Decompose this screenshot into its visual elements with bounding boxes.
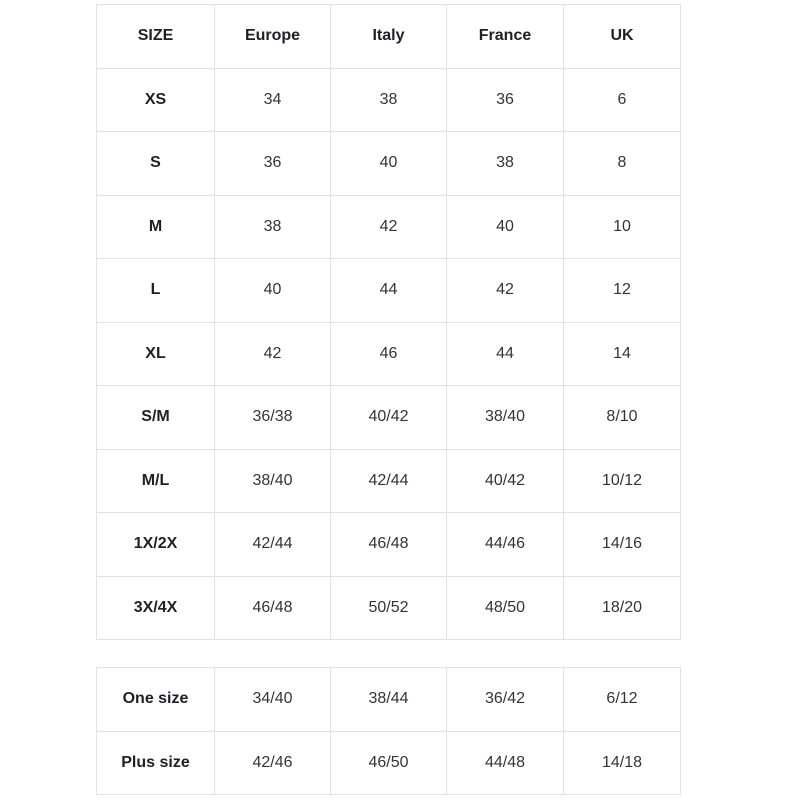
cell-france: 38/40 bbox=[447, 386, 564, 450]
row-label: 3X/4X bbox=[97, 576, 215, 640]
main-size-table-head bbox=[97, 5, 681, 69]
cell-europe: 42/46 bbox=[215, 731, 331, 795]
row-label: Plus size bbox=[97, 731, 215, 795]
cell-uk: 14/16 bbox=[564, 513, 681, 577]
row-label: XS bbox=[97, 68, 215, 132]
column-header-europe: Europe bbox=[215, 5, 331, 69]
cell-italy: 50/52 bbox=[331, 576, 447, 640]
cell-italy: 38 bbox=[331, 68, 447, 132]
cell-france: 36 bbox=[447, 68, 564, 132]
table-row bbox=[97, 386, 681, 450]
table-row bbox=[97, 449, 681, 513]
cell-italy: 42 bbox=[331, 195, 447, 259]
row-label: S bbox=[97, 132, 215, 196]
cell-france: 44 bbox=[447, 322, 564, 386]
main-size-table bbox=[96, 4, 681, 640]
row-label: S/M bbox=[97, 386, 215, 450]
cell-italy: 40/42 bbox=[331, 386, 447, 450]
row-label: 1X/2X bbox=[97, 513, 215, 577]
table-row bbox=[97, 576, 681, 640]
table-row bbox=[97, 322, 681, 386]
cell-italy: 46 bbox=[331, 322, 447, 386]
table-row bbox=[97, 731, 681, 795]
cell-italy: 42/44 bbox=[331, 449, 447, 513]
cell-uk: 14 bbox=[564, 322, 681, 386]
cell-europe: 34/40 bbox=[215, 668, 331, 732]
row-label: M bbox=[97, 195, 215, 259]
table-row bbox=[97, 68, 681, 132]
cell-europe: 38/40 bbox=[215, 449, 331, 513]
secondary-size-table-wrapper bbox=[96, 667, 680, 795]
cell-france: 36/42 bbox=[447, 668, 564, 732]
cell-uk: 18/20 bbox=[564, 576, 681, 640]
cell-france: 42 bbox=[447, 259, 564, 323]
cell-uk: 6 bbox=[564, 68, 681, 132]
cell-italy: 44 bbox=[331, 259, 447, 323]
cell-uk: 8/10 bbox=[564, 386, 681, 450]
column-header-italy: Italy bbox=[331, 5, 447, 69]
cell-italy: 46/50 bbox=[331, 731, 447, 795]
cell-italy: 40 bbox=[331, 132, 447, 196]
table-row bbox=[97, 513, 681, 577]
cell-europe: 40 bbox=[215, 259, 331, 323]
row-label: M/L bbox=[97, 449, 215, 513]
cell-europe: 36/38 bbox=[215, 386, 331, 450]
row-label: XL bbox=[97, 322, 215, 386]
cell-europe: 42/44 bbox=[215, 513, 331, 577]
main-size-table-body bbox=[97, 68, 681, 640]
cell-europe: 46/48 bbox=[215, 576, 331, 640]
cell-europe: 34 bbox=[215, 68, 331, 132]
main-size-table-wrapper bbox=[96, 4, 680, 640]
cell-italy: 46/48 bbox=[331, 513, 447, 577]
cell-france: 48/50 bbox=[447, 576, 564, 640]
cell-europe: 36 bbox=[215, 132, 331, 196]
cell-france: 44/48 bbox=[447, 731, 564, 795]
column-header-size: SIZE bbox=[97, 5, 215, 69]
table-row bbox=[97, 195, 681, 259]
secondary-size-table-body bbox=[97, 668, 681, 795]
cell-france: 38 bbox=[447, 132, 564, 196]
table-row bbox=[97, 132, 681, 196]
cell-uk: 14/18 bbox=[564, 731, 681, 795]
column-header-france: France bbox=[447, 5, 564, 69]
cell-france: 44/46 bbox=[447, 513, 564, 577]
cell-uk: 6/12 bbox=[564, 668, 681, 732]
cell-uk: 10/12 bbox=[564, 449, 681, 513]
cell-europe: 38 bbox=[215, 195, 331, 259]
cell-france: 40 bbox=[447, 195, 564, 259]
cell-uk: 10 bbox=[564, 195, 681, 259]
column-header-uk: UK bbox=[564, 5, 681, 69]
cell-uk: 12 bbox=[564, 259, 681, 323]
cell-europe: 42 bbox=[215, 322, 331, 386]
cell-uk: 8 bbox=[564, 132, 681, 196]
secondary-size-table bbox=[96, 667, 681, 795]
row-label: L bbox=[97, 259, 215, 323]
cell-italy: 38/44 bbox=[331, 668, 447, 732]
row-label: One size bbox=[97, 668, 215, 732]
table-row bbox=[97, 259, 681, 323]
table-header-row bbox=[97, 5, 681, 69]
table-row bbox=[97, 668, 681, 732]
cell-france: 40/42 bbox=[447, 449, 564, 513]
